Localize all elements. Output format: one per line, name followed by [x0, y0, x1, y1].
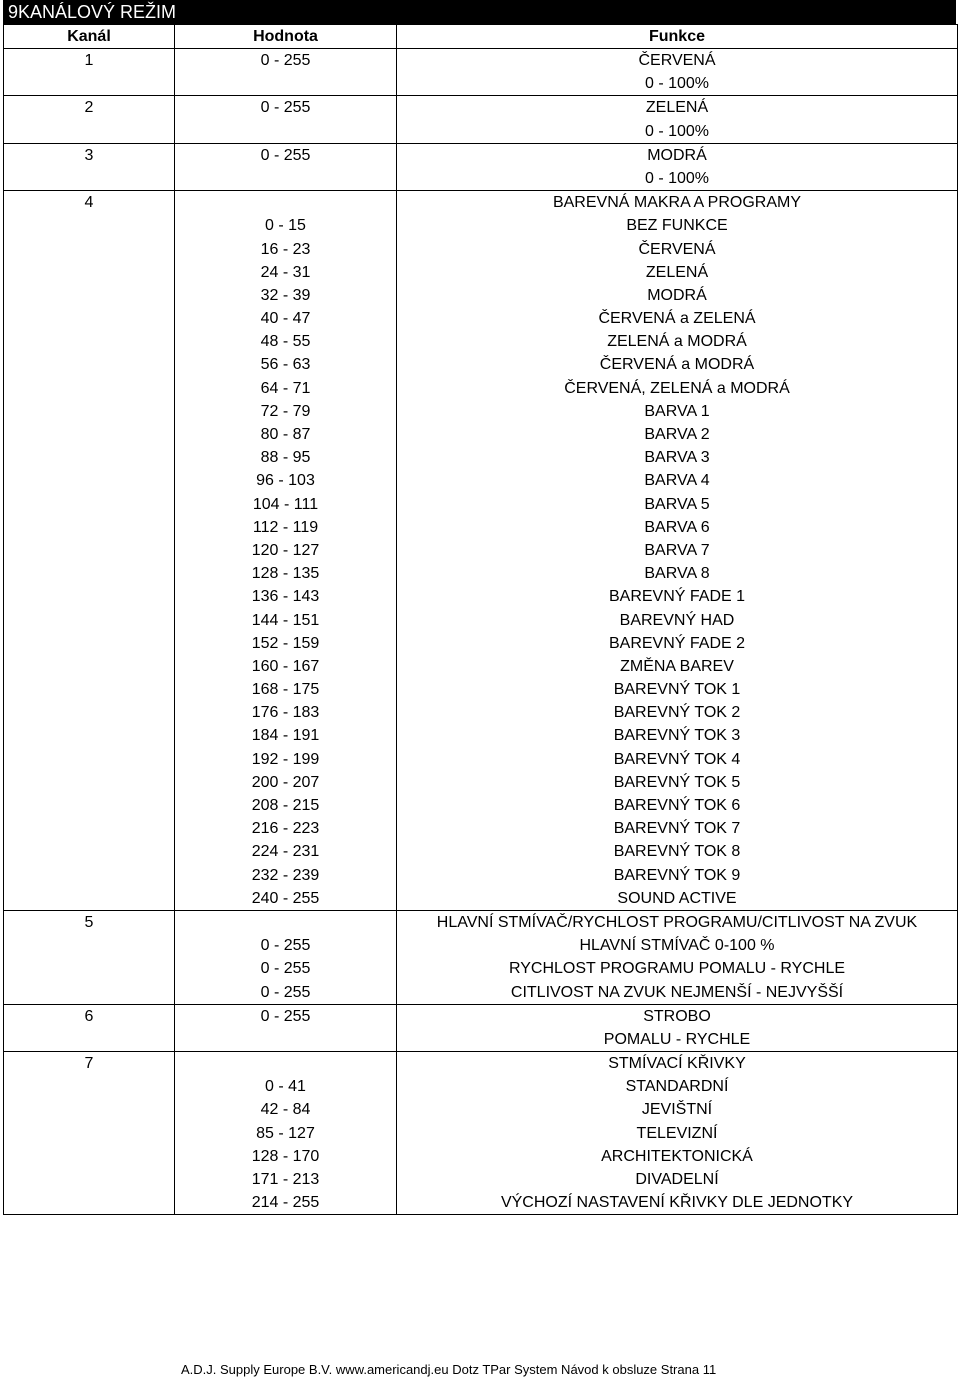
value-range: 104 - 111 — [252, 495, 319, 513]
value-cell — [175, 1052, 397, 1215]
value-range: 64 - 71 — [260, 379, 311, 397]
channel-group — [4, 1052, 958, 1215]
function-text: BARVA 4 — [644, 472, 710, 490]
value-range: 0 - 255 — [260, 52, 311, 69]
value-range: 136 - 143 — [251, 588, 320, 606]
table-row — [4, 910, 958, 1004]
header-channel: Kanál — [4, 25, 175, 49]
value-range: 200 - 207 — [251, 773, 320, 791]
channel-group — [4, 143, 958, 190]
value-range: 224 - 231 — [251, 843, 320, 861]
value-range — [175, 72, 396, 95]
channel-number: 5 — [84, 913, 94, 931]
function-cell — [397, 143, 958, 190]
value-range: 184 - 191 — [251, 727, 320, 745]
channel-number: 6 — [84, 1007, 94, 1025]
channel-group — [4, 49, 958, 96]
function-text: MODRÁ — [647, 146, 707, 164]
function-text: HLAVNÍ STMÍVAČ/RYCHLOST PROGRAMU/CITLIVOST NA ZVUK — [436, 913, 918, 931]
table-row — [4, 191, 958, 911]
value-range — [175, 911, 396, 934]
channel-number: 3 — [84, 146, 94, 164]
function-cell — [397, 910, 958, 1004]
dmx-channel-table — [3, 24, 958, 1215]
value-range: 96 - 103 — [256, 472, 315, 490]
value-cell — [175, 96, 397, 143]
function-text: BARVA 8 — [644, 565, 710, 583]
function-text: BEZ FUNKCE — [626, 217, 728, 235]
function-text: BARVA 3 — [644, 449, 710, 467]
function-text: BAREVNÝ TOK 8 — [613, 843, 741, 861]
value-range — [175, 191, 396, 214]
channel-number: 7 — [84, 1055, 94, 1073]
channel-group — [4, 910, 958, 1004]
function-text: BAREVNÝ TOK 7 — [613, 820, 741, 838]
value-range: 160 - 167 — [251, 657, 320, 675]
value-range: 0 - 255 — [260, 146, 311, 164]
channel-cell — [4, 96, 175, 143]
value-range: 40 - 47 — [260, 310, 311, 328]
function-text: STROBO — [643, 1007, 711, 1025]
function-text: MODRÁ — [647, 286, 707, 304]
value-range: 0 - 255 — [260, 937, 311, 955]
function-text: JEVIŠTNÍ — [641, 1101, 713, 1119]
function-text: BAREVNÝ FADE 1 — [608, 588, 746, 606]
value-range: 171 - 213 — [251, 1171, 320, 1188]
function-text: DIVADELNÍ — [635, 1171, 719, 1188]
function-text: BARVA 6 — [644, 518, 710, 536]
value-range: 168 - 175 — [251, 681, 320, 699]
value-range: 192 - 199 — [251, 750, 320, 768]
function-text: BARVA 5 — [644, 495, 710, 513]
function-text: ZELENÁ — [645, 99, 709, 117]
function-text: ČERVENÁ — [638, 240, 716, 258]
value-range: 56 - 63 — [260, 356, 311, 374]
function-text: STANDARDNÍ — [625, 1078, 729, 1096]
value-range: 0 - 41 — [265, 1078, 306, 1096]
channel-number: 4 — [84, 194, 94, 212]
function-text: ČERVENÁ — [638, 52, 716, 69]
value-range: 32 - 39 — [260, 286, 311, 304]
channel-cell — [4, 1052, 175, 1215]
function-text: BAREVNÝ TOK 4 — [613, 750, 741, 768]
function-cell — [397, 49, 958, 96]
function-text: 0 - 100% — [644, 122, 710, 140]
channel-group — [4, 1004, 958, 1051]
value-range: 152 - 159 — [251, 634, 320, 652]
function-text: ČERVENÁ a MODRÁ — [599, 356, 755, 374]
function-text: ZELENÁ a MODRÁ — [607, 333, 747, 351]
function-text: BAREVNÝ TOK 9 — [613, 866, 741, 884]
value-range: 128 - 170 — [251, 1147, 320, 1165]
channel-number: 2 — [84, 99, 94, 117]
value-range — [175, 1052, 396, 1075]
table-row — [4, 49, 958, 96]
value-range: 240 - 255 — [251, 889, 320, 907]
value-range: 214 - 255 — [251, 1194, 320, 1212]
value-range: 0 - 255 — [260, 1007, 311, 1025]
function-text: RYCHLOST PROGRAMU POMALU - RYCHLE — [508, 960, 846, 978]
function-text: VÝCHOZÍ NASTAVENÍ KŘIVKY DLE JEDNOTKY — [500, 1194, 854, 1212]
function-text: 0 - 100% — [644, 75, 710, 93]
function-text: BAREVNÝ TOK 3 — [613, 727, 741, 745]
function-text: SOUND ACTIVE — [617, 889, 737, 907]
value-range: 24 - 31 — [260, 263, 311, 281]
function-text: BARVA 1 — [644, 402, 710, 420]
channel-cell — [4, 1004, 175, 1051]
function-text: BAREVNÝ TOK 5 — [613, 773, 741, 791]
function-text: BAREVNÝ TOK 1 — [613, 681, 741, 699]
value-range: 0 - 15 — [265, 217, 306, 235]
function-text: BARVA 2 — [644, 426, 710, 443]
function-cell — [397, 191, 958, 911]
section-title: 9KANÁLOVÝ REŽIM — [3, 0, 956, 24]
value-range: 16 - 23 — [260, 240, 311, 258]
function-text: ČERVENÁ, ZELENÁ a MODRÁ — [564, 379, 790, 397]
value-range: 208 - 215 — [251, 797, 320, 814]
function-text: ZELENÁ — [645, 263, 709, 281]
value-range: 0 - 255 — [260, 99, 311, 117]
value-range: 176 - 183 — [251, 704, 320, 722]
value-cell — [175, 1004, 397, 1051]
channel-cell — [4, 910, 175, 1004]
table-row — [4, 96, 958, 143]
function-text: TELEVIZNÍ — [636, 1124, 718, 1142]
value-cell — [175, 191, 397, 911]
function-text: BAREVNÝ TOK 6 — [613, 797, 741, 814]
channel-cell — [4, 191, 175, 911]
function-cell — [397, 1004, 958, 1051]
value-range: 42 - 84 — [260, 1101, 311, 1119]
value-range: 232 - 239 — [251, 866, 320, 884]
value-range: 128 - 135 — [251, 565, 320, 583]
value-range: 216 - 223 — [251, 820, 320, 838]
channel-cell — [4, 143, 175, 190]
value-range: 80 - 87 — [260, 426, 311, 443]
function-text: POMALU - RYCHLE — [603, 1030, 751, 1048]
value-range: 0 - 255 — [260, 960, 311, 978]
value-cell — [175, 49, 397, 96]
value-range: 72 - 79 — [260, 402, 311, 420]
function-text: BAREVNÝ HAD — [619, 611, 735, 629]
function-text: ČERVENÁ a ZELENÁ — [598, 310, 756, 328]
table-row — [4, 143, 958, 190]
header-function: Funkce — [397, 25, 958, 49]
value-range: 85 - 127 — [256, 1124, 315, 1142]
function-text: ARCHITEKTONICKÁ — [601, 1147, 753, 1165]
value-range: 0 - 255 — [260, 983, 311, 1001]
value-range — [175, 1028, 396, 1051]
table-row — [4, 1004, 958, 1051]
channel-group — [4, 96, 958, 143]
value-range: 120 - 127 — [251, 541, 320, 559]
page-footer: A.D.J. Supply Europe B.V. www.americandj.eu Dotz TPar System Návod k obsluze Strana 11 — [181, 1362, 717, 1377]
header-value: Hodnota — [175, 25, 397, 49]
function-text: ZMĚNA BAREV — [620, 657, 734, 675]
function-text: STMÍVACÍ KŘIVKY — [608, 1055, 746, 1073]
channel-cell — [4, 49, 175, 96]
value-range — [175, 167, 396, 190]
channel-group — [4, 191, 958, 911]
function-cell — [397, 1052, 958, 1215]
function-text: BAREVNÝ TOK 2 — [613, 704, 741, 722]
function-text: CITLIVOST NA ZVUK NEJMENŠÍ - NEJVYŠŠÍ — [510, 983, 844, 1001]
value-cell — [175, 143, 397, 190]
channel-number: 1 — [84, 52, 94, 69]
function-cell — [397, 96, 958, 143]
value-cell — [175, 910, 397, 1004]
value-range: 112 - 119 — [252, 518, 319, 536]
value-range: 88 - 95 — [260, 449, 311, 467]
value-range — [175, 120, 396, 143]
function-text: BARVA 7 — [644, 541, 710, 559]
function-text: BAREVNÝ FADE 2 — [608, 634, 746, 652]
function-text: HLAVNÍ STMÍVAČ 0-100 % — [579, 937, 775, 955]
value-range: 48 - 55 — [260, 333, 311, 351]
function-text: 0 - 100% — [644, 169, 710, 187]
function-text: BAREVNÁ MAKRA A PROGRAMY — [552, 194, 802, 212]
value-range: 144 - 151 — [251, 611, 320, 629]
table-header-row — [4, 25, 958, 49]
table-row — [4, 1052, 958, 1215]
